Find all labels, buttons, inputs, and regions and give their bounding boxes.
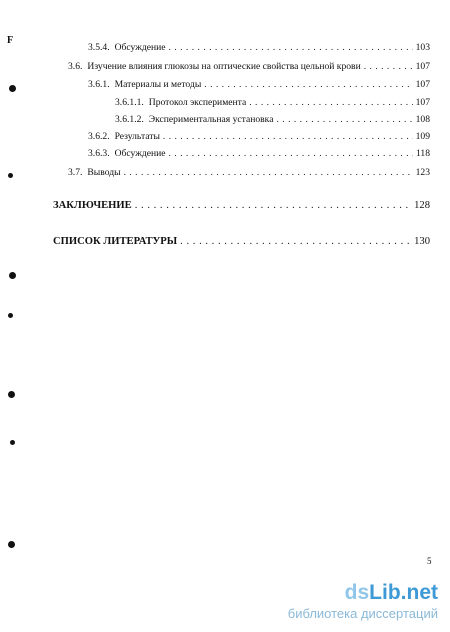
toc-entry[interactable] (88, 132, 430, 142)
toc-leader-dots (180, 237, 411, 248)
toc-entry-number: 3.6.1.2. (115, 114, 144, 125)
toc-entry[interactable] (88, 80, 430, 90)
toc-leader-dots (169, 149, 413, 159)
watermark (288, 582, 438, 621)
toc-entry-title: ЗАКЛЮЧЕНИЕ (53, 200, 132, 211)
toc-entry-number: 3.7. (68, 167, 83, 178)
toc-entry-page: 128 (414, 200, 430, 211)
toc-leader-dots (364, 62, 413, 72)
toc-entry-title: Экспериментальная установка (148, 114, 274, 125)
punch-hole-mark (10, 440, 15, 445)
punch-hole-mark (8, 541, 15, 548)
page-number: 5 (427, 556, 432, 566)
punch-hole-mark (8, 173, 13, 178)
toc-entry[interactable] (115, 98, 430, 108)
toc-entry-title: Протокол эксперимента (148, 97, 247, 108)
watermark-logo-rest: Lib.net (369, 581, 438, 604)
punch-hole-mark (9, 272, 16, 279)
toc-entry-page: 109 (415, 131, 430, 142)
toc-entry-page: 130 (414, 236, 430, 247)
toc-entry[interactable] (68, 168, 430, 178)
toc-leader-dots (276, 115, 412, 125)
toc-leader-dots (124, 168, 413, 178)
toc-entry-page: 107 (415, 79, 430, 90)
toc-leader-dots (169, 43, 413, 53)
margin-letter-mark: F (7, 35, 14, 46)
watermark-logo-ds: ds (344, 581, 370, 604)
watermark-logo (288, 582, 438, 603)
toc-entry-references[interactable] (53, 237, 430, 248)
toc-entry-page: 118 (415, 148, 430, 159)
toc-entry[interactable] (68, 62, 430, 72)
punch-hole-mark (9, 85, 16, 92)
punch-hole-mark (8, 313, 13, 318)
watermark-subtitle: библиотека диссертаций (287, 606, 438, 621)
toc-entry-page: 107 (415, 61, 430, 72)
toc-entry-number: 3.5.4. (88, 42, 110, 53)
toc-entry[interactable] (88, 43, 430, 53)
toc-entry-title: Изучение влияния глюкозы на оптические свойства цельной крови (87, 61, 361, 72)
toc-leader-dots (249, 98, 412, 108)
toc-entry-number: 3.6.3. (88, 148, 110, 159)
toc-entry-page: 123 (415, 167, 430, 178)
toc-entry-title: СПИСОК ЛИТЕРАТУРЫ (53, 236, 178, 247)
toc-entry-number: 3.6.2. (88, 131, 110, 142)
toc-leader-dots (204, 80, 412, 90)
toc-entry-title: Результаты (114, 131, 160, 142)
toc-entry-page: 108 (415, 114, 430, 125)
toc-leader-dots (135, 201, 411, 212)
toc-entry-title: Обсуждение (114, 42, 166, 53)
toc-entry-title: Обсуждение (114, 148, 166, 159)
toc-entry-number: 3.6.1. (88, 79, 110, 90)
toc-entry-number: 3.6.1.1. (115, 97, 144, 108)
punch-hole-mark (8, 391, 15, 398)
toc-entry-page: 103 (415, 42, 430, 53)
toc-entry-number: 3.6. (68, 61, 83, 72)
toc-entry-title: Материалы и методы (114, 79, 202, 90)
toc-entry-conclusion[interactable] (53, 201, 430, 212)
toc-entry[interactable] (88, 149, 430, 159)
toc-leader-dots (163, 132, 413, 142)
toc-entry-page: 107 (415, 97, 430, 108)
toc-entry-title: Выводы (87, 167, 121, 178)
toc-entry[interactable] (115, 115, 430, 125)
